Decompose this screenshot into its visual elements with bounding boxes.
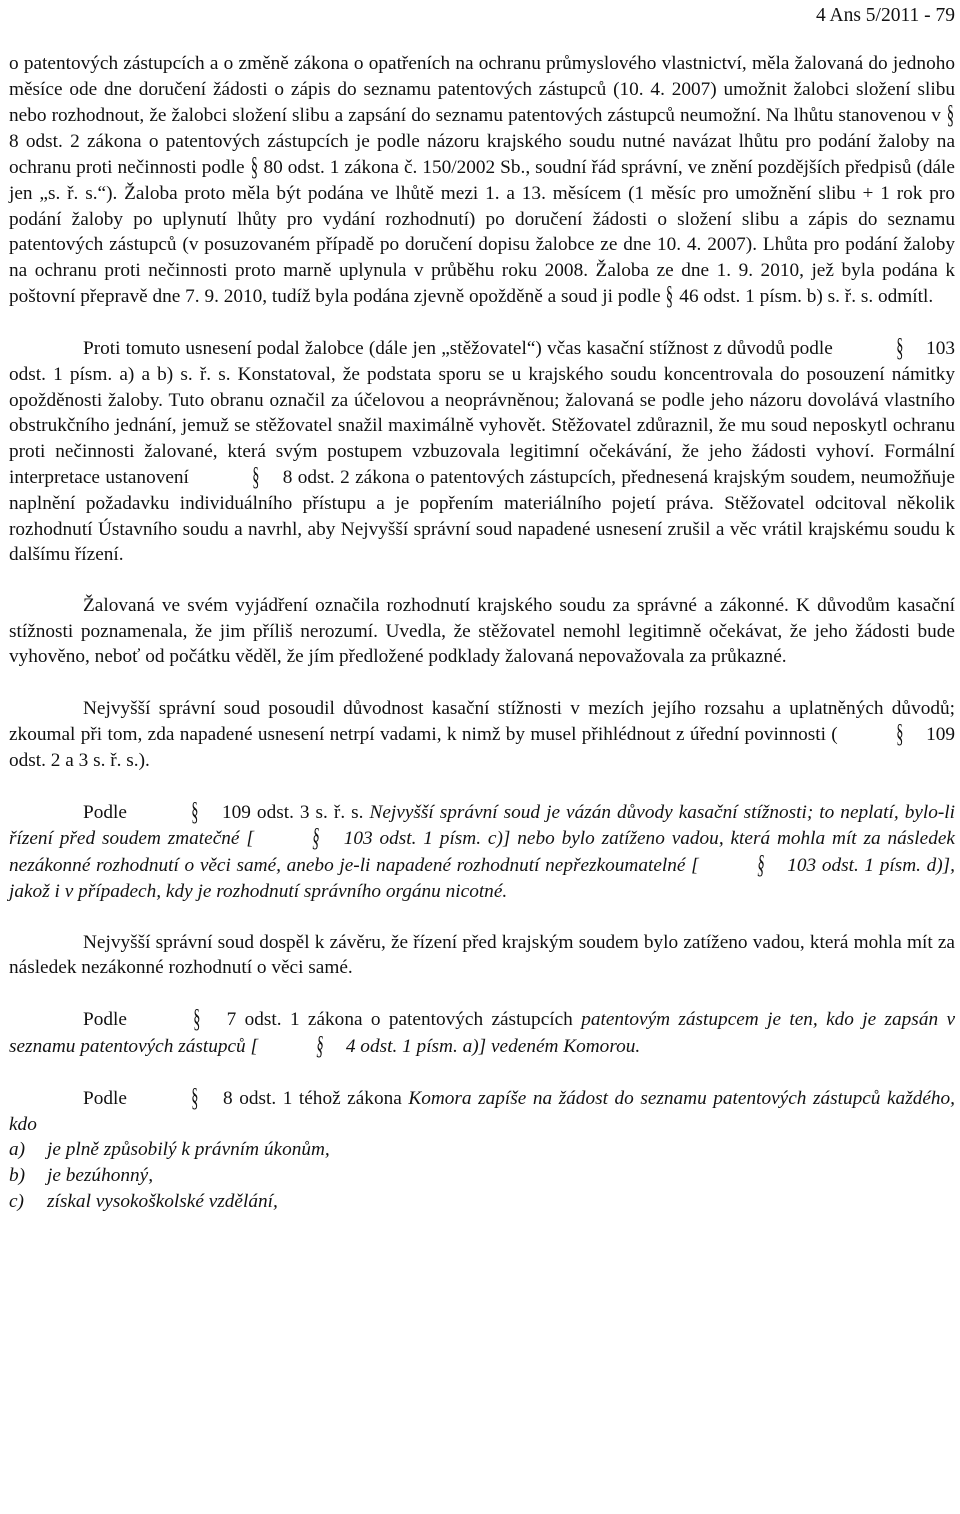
section-symbol: § [946,100,955,130]
section-symbol: § [895,719,904,749]
section-symbol: § [250,152,258,182]
section-symbol: § [312,823,320,853]
section-symbol: § [191,796,199,826]
section-symbol: § [252,462,260,492]
section-symbol: § [191,1083,199,1113]
section-symbol: § [316,1031,324,1060]
paragraph-7: Podle § 7 odst. 1 zákona o patentových zástupcích patentovým zástupcem je ten, kdo je zapsán v seznamu patentových zástupců [ § 4 odst. 1 písm. a)] vedeném Komorou. [9,1004,956,1060]
conditions-list [9,1137,955,1215]
page-reference: 4 Ans 5/2011 - 79 [815,5,955,26]
list-item: c) získal vysokoškolské vzdělání, [9,1191,278,1213]
section-symbol: § [896,333,904,363]
section-symbol: § [756,850,765,880]
section-symbol: § [666,281,674,311]
list-item: a) je plně způsobilý k právním úkonům, [9,1139,330,1161]
paragraph-2: Proti tomuto usnesení podal žalobce (dále jen „stěžovatel“) včas kasační stížnost z důvodů podle § 103 odst. 1 písm. a) a b) s. ř. s. Konstatoval, že podstata sporu se u krajského soudu koncentrovala do posouzení námitky opožděnosti žaloby. Tuto obranu označil za účelovou a neoprávněnou; žalovaná se podle jeho názoru dovolává vlastního obstrukčního jednání, jemuž se stěžovatel snažil maximálně vyhovět. Stěžovatel zdůraznil, že mu soud neposkytl ochranu proti nečinnosti žalované, která svým postupem vzbuzovala legitimní očekávání, že jeho žádosti vyhoví. Formální interpretace ustanovení § 8 odst. 2 zákona o patentových zástupcích, přednesená krajským soudem, neumožňuje naplnění požadavku individuálního přístupu a je popřením materiálního pojetí práva. Stěžovatel odcitoval několik rozhodnutí Ústavního soudu a navrhl, aby Nejvyšší správní soud napadené usnesení zrušil a věc vrátil krajskému soudu k dalšímu řízení. [9,333,955,566]
paragraph-5: Podle § 109 odst. 3 s. ř. s. Nejvyšší správní soud je vázán důvody kasační stížnosti; to neplatí, bylo-li řízení před soudem zmatečné [ § 103 odst. 1 písm. c)] nebo bylo zatíženo vadou, která mohla mít za následek nezákonné rozhodnutí o věci samé, anebo je-li napadené rozhodnutí nepřezkoumatelné [ § 103 odst. 1 písm. d)], jakož i v případech, kdy je rozhodnutí správního orgánu nicotné. [9,796,956,902]
paragraph-8: Podle § 8 odst. 1 téhož zákona Komora zapíše na žádost do seznamu patentových zástupců každého, kdo [9,1083,955,1135]
paragraph-6: Nejvyšší správní soud dospěl k závěru, že řízení před krajským soudem bylo zatíženo vadou, která mohla mít za následek nezákonné rozhodnutí o věci samé. [9,931,955,979]
section-symbol: § [193,1004,201,1034]
paragraph-1: o patentových zástupcích a o změně zákona o opatřeních na ochranu průmyslového vlastnictví, měla žalovaná do jednoho měsíce ode dne doručení žádosti o zápis do seznamu patentových zástupců (10. 4. 2007) umožnit žalobci složení slibu nebo rozhodnout, že žalobci složení slibu a zapsání do seznamu patentových zástupců neumožní. Na lhůtu stanovenou v § 8 odst. 2 zákona o patentových zástupcích je podle názoru krajského soudu nutné navázat lhůtu pro podání žaloby na ochranu proti nečinnosti podle § 80 odst. 1 zákona č. 150/2002 Sb., soudní řád správní, ve znění pozdějších předpisů (dále jen „s. ř. s.“). Žaloba proto měla být podána ve lhůtě mezi 1. a 13. měsícem (1 měsíc pro umožnění slibu + 1 rok pro podání žaloby po uplynutí lhůty pro vydání rozhodnutí) po doručení žádosti o složení slibu a zápis do seznamu patentových zástupců (v posuzovaném případě po doručení dopisu žalobce ze dne 10. 4. 2007). Lhůta pro podání žaloby na ochranu proti nečinnosti proto marně uplynula v průběhu roku 2008. Žaloba ze dne 1. 9. 2010, jež byla podána k poštovní přepravě dne 7. 9. 2010, tudíž byla podána zjevně opožděně a soud ji podle § 46 odst. 1 písm. b) s. ř. s. odmítl. [9,53,955,311]
list-item: b) je bezúhonný, [9,1165,154,1187]
paragraph-3: Žalovaná ve svém vyjádření označila rozhodnutí krajského soudu za správné a zákonné. K důvodům kasační stížnosti poznamenala, že jim příliš nerozumí. Uvedla, že stěžovatel nemohl legitimně očekávat, že jeho žádosti bude vyhověno, neboť od počátku věděl, že jím předložené podklady žalovaná nepovažovala za průkazné. [9,595,955,668]
document-page [9,0,955,1215]
paragraph-4: Nejvyšší správní soud posoudil důvodnost kasační stížnosti v mezích jejího rozsahu a uplatněných důvodů; zkoumal při tom, zda napadené usnesení netrpí vadami, k nimž by musel přihlédnout z úřední povinnosti ( § 109 odst. 2 a 3 s. ř. s.). [9,697,955,771]
